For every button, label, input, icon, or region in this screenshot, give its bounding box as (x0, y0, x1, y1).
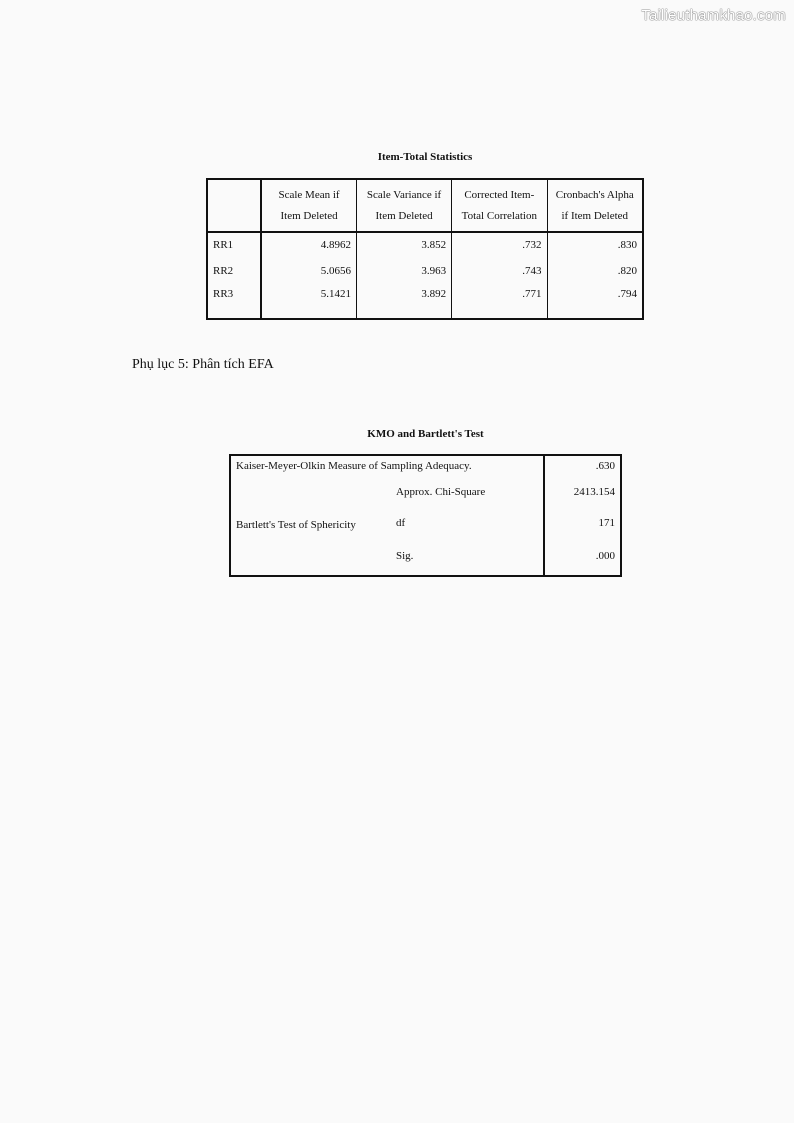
cell-value: 3.892 (357, 285, 452, 319)
table-header-row (207, 179, 643, 232)
header-corner (207, 179, 261, 232)
cell-value: .820 (547, 257, 643, 285)
cell-value: 5.1421 (261, 285, 356, 319)
row-label: RR1 (207, 232, 261, 257)
cell-value: 4.8962 (261, 232, 356, 257)
section-heading: Phụ lục 5: Phân tích EFA (132, 357, 274, 372)
header-scale-mean: Scale Mean if Item Deleted (261, 179, 356, 232)
cell-value: 3.963 (357, 257, 452, 285)
bartlett-row (230, 475, 621, 509)
bartlett-stat-label: Approx. Chi-Square (396, 486, 486, 498)
kmo-title: KMO and Bartlett's Test (367, 428, 484, 440)
cell-value: 3.852 (357, 232, 452, 257)
cell-value: .732 (452, 232, 547, 257)
header-corrected-correlation: Corrected Item- Total Correlation (452, 179, 547, 232)
header-scale-variance: Scale Variance if Item Deleted (357, 179, 452, 232)
row-label: RR2 (207, 257, 261, 285)
kmo-label: Kaiser-Meyer-Olkin Measure of Sampling Adequacy. (236, 459, 472, 472)
row-label: RR3 (207, 285, 261, 319)
bartlett-stat-label: Sig. (396, 550, 414, 562)
watermark: Tailieuthamkhao.com (641, 7, 786, 24)
kmo-table (229, 454, 622, 577)
cell-value: .743 (452, 257, 547, 285)
cell-value: .771 (452, 285, 547, 319)
cell-value: .794 (547, 285, 643, 319)
header-cronbach-alpha: Cronbach's Alpha if Item Deleted (547, 179, 643, 232)
table-row (207, 257, 643, 285)
bartlett-label: Bartlett's Test of Sphericity (236, 519, 356, 531)
kmo-row (230, 455, 621, 475)
table-row (207, 232, 643, 257)
item-total-title: Item-Total Statistics (377, 151, 473, 163)
kmo-value: .630 (544, 455, 621, 475)
cell-value: 5.0656 (261, 257, 356, 285)
bartlett-stat-value: 2413.154 (544, 475, 621, 509)
item-total-table (206, 178, 644, 320)
bartlett-stat-value: .000 (544, 537, 621, 576)
cell-value: .830 (547, 232, 643, 257)
bartlett-stat-label: df (396, 517, 406, 529)
table-row (207, 285, 643, 319)
bartlett-stat-value: 171 (544, 509, 621, 537)
